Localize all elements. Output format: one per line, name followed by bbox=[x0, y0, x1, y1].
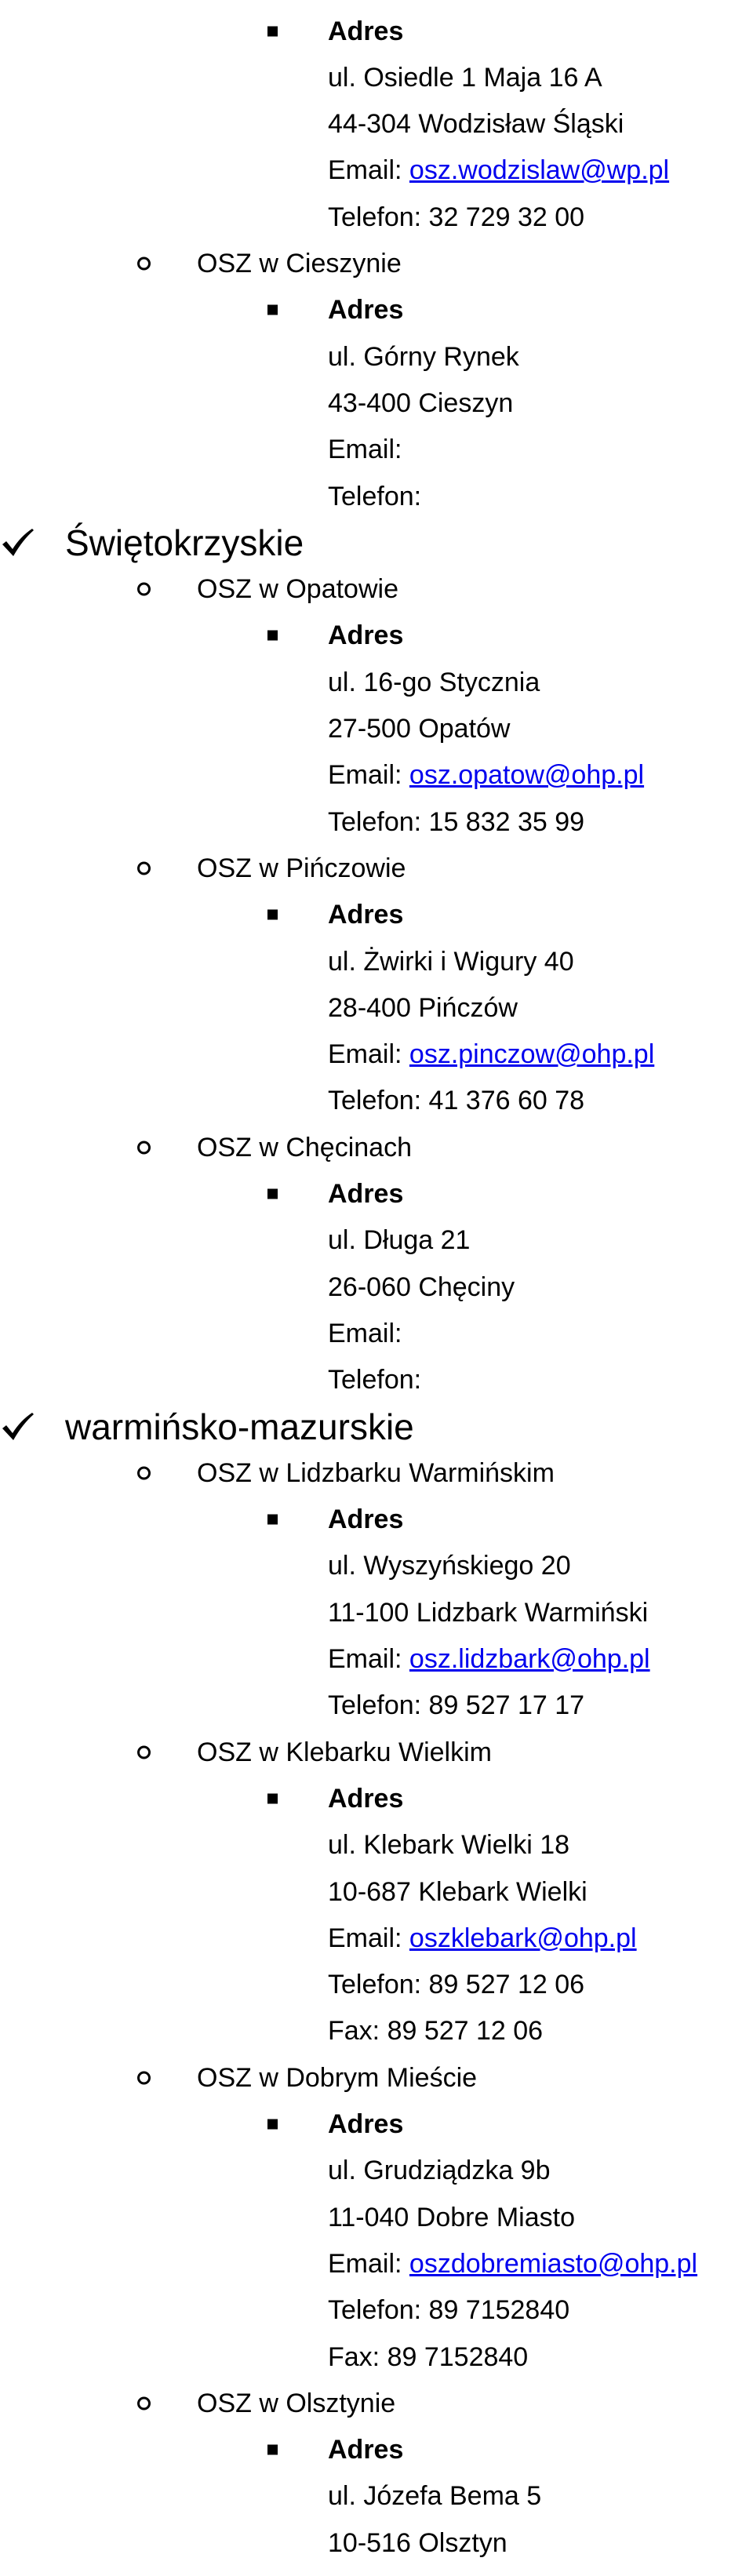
detail-row bbox=[0, 799, 753, 845]
circle-bullet-icon bbox=[137, 257, 151, 271]
detail-row bbox=[0, 1868, 753, 1915]
detail-row bbox=[0, 984, 753, 1031]
email-row bbox=[0, 2240, 753, 2287]
office-row bbox=[0, 2054, 753, 2101]
detail-row bbox=[0, 1357, 753, 1403]
detail-row bbox=[0, 1310, 753, 1356]
detail-row bbox=[0, 473, 753, 519]
email-row bbox=[0, 1636, 753, 1683]
circle-bullet-icon bbox=[137, 2071, 151, 2084]
region-name: warmińsko-mazurskie bbox=[65, 1406, 414, 1447]
email-label: Email: bbox=[328, 2248, 409, 2279]
email-row bbox=[0, 1915, 753, 1961]
detail-row bbox=[0, 194, 753, 240]
address-heading: Adres bbox=[328, 1504, 404, 1535]
region-name: Świętokrzyskie bbox=[65, 522, 304, 563]
detail-text: 28-400 Pińczów bbox=[328, 992, 518, 1023]
detail-row bbox=[0, 706, 753, 752]
detail-row bbox=[0, 2334, 753, 2380]
email-line bbox=[328, 2250, 697, 2277]
square-bullet-icon bbox=[267, 1793, 278, 1803]
office-row bbox=[0, 1124, 753, 1170]
detail-text: 10-516 Olsztyn bbox=[328, 2527, 507, 2558]
square-bullet-icon bbox=[267, 2445, 278, 2455]
detail-text: 43-400 Cieszyn bbox=[328, 387, 514, 418]
region-row bbox=[0, 519, 753, 566]
region-row bbox=[0, 1403, 753, 1450]
email-label: Email: bbox=[328, 1039, 409, 1070]
email-row bbox=[0, 1031, 753, 1078]
detail-row bbox=[0, 659, 753, 705]
address-heading-row bbox=[0, 2427, 753, 2473]
office-name: OSZ w Lidzbarku Warmińskim bbox=[197, 1457, 555, 1488]
address-heading: Adres bbox=[328, 620, 404, 651]
circle-bullet-icon bbox=[137, 1141, 151, 1154]
email-line bbox=[328, 157, 669, 184]
email-link[interactable]: oszklebark@ohp.pl bbox=[409, 1923, 637, 1953]
detail-row bbox=[0, 1683, 753, 1729]
address-heading-row bbox=[0, 287, 753, 333]
square-bullet-icon bbox=[267, 1515, 278, 1525]
office-name: OSZ w Olsztynie bbox=[197, 2388, 396, 2418]
detail-text: ul. Osiedle 1 Maja 16 A bbox=[328, 62, 602, 93]
office-name: OSZ w Klebarku Wielkim bbox=[197, 1737, 492, 1767]
address-heading-row bbox=[0, 1171, 753, 1217]
email-link[interactable]: osz.opatow@ohp.pl bbox=[409, 760, 645, 791]
circle-bullet-icon bbox=[137, 1466, 151, 1479]
office-row bbox=[0, 1729, 753, 1775]
address-heading-row bbox=[0, 8, 753, 54]
detail-text: 26-060 Chęciny bbox=[328, 1272, 515, 1302]
email-row bbox=[0, 752, 753, 799]
address-heading-row bbox=[0, 1775, 753, 1821]
office-name: OSZ w Dobrym Mieście bbox=[197, 2062, 478, 2093]
email-label: Email: bbox=[328, 760, 409, 791]
detail-text: ul. Żwirki i Wigury 40 bbox=[328, 946, 574, 977]
office-row bbox=[0, 845, 753, 891]
email-link[interactable]: osz.pinczow@ohp.pl bbox=[409, 1039, 655, 1070]
detail-text: Fax: 89 7152840 bbox=[328, 2341, 529, 2372]
detail-text: 11-040 Dobre Miasto bbox=[328, 2202, 575, 2232]
checkmark-icon bbox=[0, 1411, 35, 1443]
detail-text: Email: bbox=[328, 1318, 402, 1348]
address-heading: Adres bbox=[328, 2435, 404, 2465]
square-bullet-icon bbox=[267, 305, 278, 315]
email-line bbox=[328, 1041, 654, 1068]
detail-text: 44-304 Wodzisław Śląski bbox=[328, 109, 624, 140]
office-row bbox=[0, 241, 753, 287]
detail-row bbox=[0, 1217, 753, 1264]
square-bullet-icon bbox=[267, 2119, 278, 2130]
email-row bbox=[0, 147, 753, 194]
detail-text: Telefon: bbox=[328, 481, 422, 511]
address-heading: Adres bbox=[328, 2109, 404, 2139]
detail-text: ul. Długa 21 bbox=[328, 1225, 471, 1256]
detail-text: Telefon: 32 729 32 00 bbox=[328, 202, 585, 232]
detail-text: ul. Grudziądzka 9b bbox=[328, 2156, 551, 2186]
square-bullet-icon bbox=[267, 26, 278, 36]
detail-row bbox=[0, 2148, 753, 2194]
detail-row bbox=[0, 101, 753, 147]
detail-row bbox=[0, 1264, 753, 1310]
detail-text: ul. Górny Rynek bbox=[328, 341, 519, 372]
square-bullet-icon bbox=[267, 631, 278, 641]
detail-text: Telefon: 89 7152840 bbox=[328, 2295, 570, 2326]
circle-bullet-icon bbox=[137, 583, 151, 596]
office-name: OSZ w Pińczowie bbox=[197, 853, 406, 883]
email-link[interactable]: osz.lidzbark@ohp.pl bbox=[409, 1644, 650, 1674]
square-bullet-icon bbox=[267, 910, 278, 920]
detail-row bbox=[0, 333, 753, 380]
email-label: Email: bbox=[328, 1923, 409, 1953]
detail-text: ul. Wyszyńskiego 20 bbox=[328, 1551, 571, 1581]
email-line bbox=[328, 1925, 637, 1952]
detail-text: Telefon: bbox=[328, 1365, 422, 1395]
detail-row bbox=[0, 2287, 753, 2334]
square-bullet-icon bbox=[267, 1189, 278, 1199]
email-line bbox=[328, 760, 645, 791]
detail-text: Telefon: 41 376 60 78 bbox=[328, 1086, 585, 1116]
address-heading-row bbox=[0, 2101, 753, 2148]
address-heading: Adres bbox=[328, 16, 404, 46]
office-row bbox=[0, 2380, 753, 2426]
detail-row bbox=[0, 427, 753, 473]
circle-bullet-icon bbox=[137, 861, 151, 875]
email-line bbox=[328, 1646, 650, 1672]
address-heading-row bbox=[0, 1497, 753, 1543]
detail-text: 11-100 Lidzbark Warmiński bbox=[328, 1597, 649, 1628]
office-row bbox=[0, 1450, 753, 1496]
address-heading: Adres bbox=[328, 295, 404, 326]
email-label: Email: bbox=[328, 1644, 409, 1674]
detail-row bbox=[0, 1822, 753, 1868]
detail-row bbox=[0, 2473, 753, 2520]
office-name: OSZ w Cieszynie bbox=[197, 249, 402, 278]
detail-row bbox=[0, 2194, 753, 2240]
detail-text: Telefon: 89 527 17 17 bbox=[328, 1690, 585, 1721]
detail-text: Telefon: 15 832 35 99 bbox=[328, 806, 585, 837]
detail-row bbox=[0, 2520, 753, 2566]
detail-text: ul. Klebark Wielki 18 bbox=[328, 1830, 570, 1861]
address-heading-row bbox=[0, 613, 753, 659]
address-heading: Adres bbox=[328, 900, 404, 930]
detail-text: ul. Józefa Bema 5 bbox=[328, 2481, 542, 2512]
detail-text: Fax: 89 527 12 06 bbox=[328, 2016, 544, 2047]
office-name: OSZ w Opatowie bbox=[197, 574, 398, 605]
detail-text: ul. 16-go Stycznia bbox=[328, 667, 540, 697]
circle-bullet-icon bbox=[137, 2396, 151, 2410]
detail-text: 10-687 Klebark Wielki bbox=[328, 1876, 587, 1907]
detail-row bbox=[0, 2008, 753, 2054]
address-heading: Adres bbox=[328, 1783, 404, 1814]
detail-text: 27-500 Opatów bbox=[328, 714, 511, 744]
office-row bbox=[0, 566, 753, 613]
detail-text: Email: bbox=[328, 435, 402, 465]
detail-row bbox=[0, 1543, 753, 1589]
detail-row bbox=[0, 938, 753, 984]
detail-row bbox=[0, 1078, 753, 1124]
detail-row bbox=[0, 54, 753, 100]
checkmark-icon bbox=[0, 527, 35, 558]
email-link[interactable]: osz.wodzislaw@wp.pl bbox=[409, 155, 670, 186]
detail-row bbox=[0, 380, 753, 426]
email-label: Email: bbox=[328, 155, 409, 186]
office-name: OSZ w Chęcinach bbox=[197, 1132, 412, 1162]
email-link[interactable]: oszdobremiasto@ohp.pl bbox=[409, 2248, 698, 2279]
circle-bullet-icon bbox=[137, 1745, 151, 1759]
detail-row bbox=[0, 1589, 753, 1635]
detail-text: Telefon: 89 527 12 06 bbox=[328, 1970, 585, 2000]
address-heading: Adres bbox=[328, 1179, 404, 1209]
address-heading-row bbox=[0, 892, 753, 938]
detail-row bbox=[0, 1962, 753, 2008]
